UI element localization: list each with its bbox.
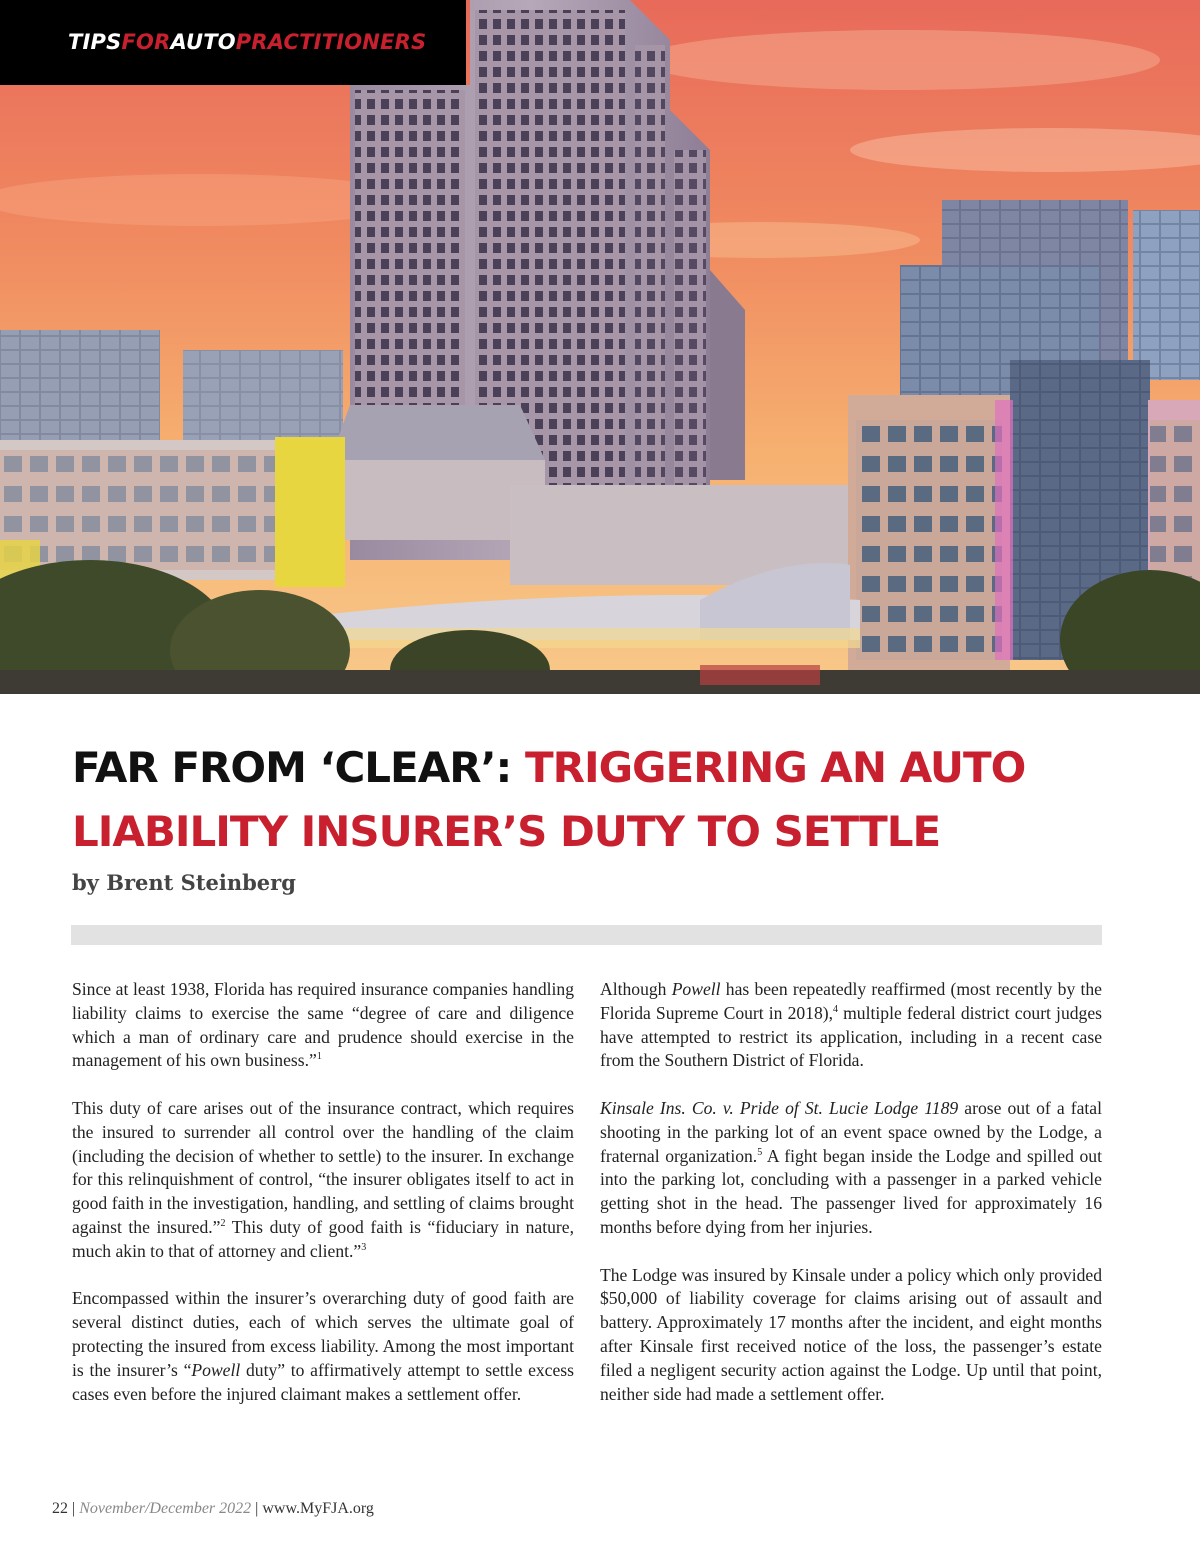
body-column-right (600, 978, 1102, 1430)
paragraph (600, 978, 1102, 1073)
paragraph-text: The Lodge was insured by Kinsale under a policy which only provided $50,000 of liability coverage for claims arising out of assault and battery. Approximately 17 months after the incident, and eight months after Kinsale first received notice of the loss, the passenger’s estate filed a negligent security action against the Lodge. Up until that point, neither side had made a settlement offer. (600, 1264, 1102, 1404)
divider-bar (71, 925, 1102, 945)
section-tag-text (68, 30, 426, 54)
paragraph-text: This duty of good faith is “fiduciary in nature, much akin to that of attorney and client.” (72, 1216, 574, 1261)
paragraph-text: A fight began inside the Lodge and spilled out into the parking lot, concluding with a passenger in a parked vehicle getting shot in the head. The passenger lived for approximately 16 months before dying from her injuries. (600, 1145, 1102, 1237)
case-name: Powell (191, 1359, 241, 1380)
footnote-ref: 5 (757, 1146, 763, 1158)
page-number: 22 (52, 1500, 68, 1517)
headline-black-part: FAR FROM ‘CLEAR’: (72, 743, 525, 792)
section-tag-practitioners: PRACTITIONERS (235, 30, 427, 54)
paragraph (72, 1287, 574, 1406)
byline: by Brent Steinberg (72, 870, 296, 895)
paragraph (600, 1264, 1102, 1407)
paragraph (600, 1097, 1102, 1240)
page-footer (52, 1500, 374, 1518)
paragraph-text: This duty of care arises out of the insurance contract, which requires the insured to surrender all control over the handling of the claim (including the decision of whether to settle) to the insurer. In exchange for this relinquishment of control, “the insurer obligates itself to act in good faith in the investigation, handling, and settling of claims brought against the insured.” (72, 1097, 574, 1237)
paragraph-text: Encompassed within the insurer’s overarching duty of good faith are several distinct duties, each of which serves the ultimate goal of protecting the insured from excess liability. Among the most important is the insurer’s “ (72, 1288, 574, 1380)
body-column-left (72, 978, 574, 1430)
section-tag (0, 0, 466, 85)
headline-red-part: TRIGGERING AN AUTO LIABILITY INSURER’S DUTY TO SETTLE (72, 743, 1026, 856)
paragraph-text: Although (600, 979, 672, 999)
website-link[interactable]: www.MyFJA.org (262, 1500, 374, 1517)
paragraph (72, 1097, 574, 1264)
paragraph-text: duty” to affirmatively attempt to settle excess cases even before the injured claimant makes a settlement offer. (72, 1359, 574, 1404)
section-tag-for: FOR (121, 30, 171, 54)
paragraph-text: arose out of a fatal shooting in the parking lot of an event space owned by the Lodge, a fraternal organization. (600, 1097, 1102, 1166)
footnote-ref: 4 (833, 1003, 839, 1015)
case-name: Powell (671, 979, 721, 999)
article-headline (72, 736, 1132, 864)
section-tag-auto: AUTO (170, 30, 236, 54)
paragraph-text: multiple federal district court judges have attempted to restrict its application, including in a recent case from the Southern District of Florida. (600, 1002, 1102, 1071)
issue-date: November/December 2022 (79, 1500, 252, 1517)
paragraph-text: Since at least 1938, Florida has required insurance companies handling liability claims to exercise the same “degree of care and diligence which a man of ordinary care and prudence should exercise in the management of his own business.” (72, 979, 574, 1071)
section-tag-tips: TIPS (68, 30, 122, 54)
case-name: Kinsale Ins. Co. v. Pride of St. Lucie Lodge 1189 (600, 1097, 959, 1118)
footnote-ref: 1 (316, 1051, 322, 1063)
footnote-ref: 3 (361, 1241, 367, 1253)
footnote-ref: 2 (220, 1218, 226, 1230)
footer-separator: | (251, 1500, 263, 1517)
footer-separator: | (68, 1500, 80, 1517)
paragraph-text: has been repeatedly reaffirmed (most recently by the Florida Supreme Court in 2018), (600, 979, 1102, 1023)
hero-image-city-skyline (0, 0, 1200, 694)
paragraph (72, 978, 574, 1073)
